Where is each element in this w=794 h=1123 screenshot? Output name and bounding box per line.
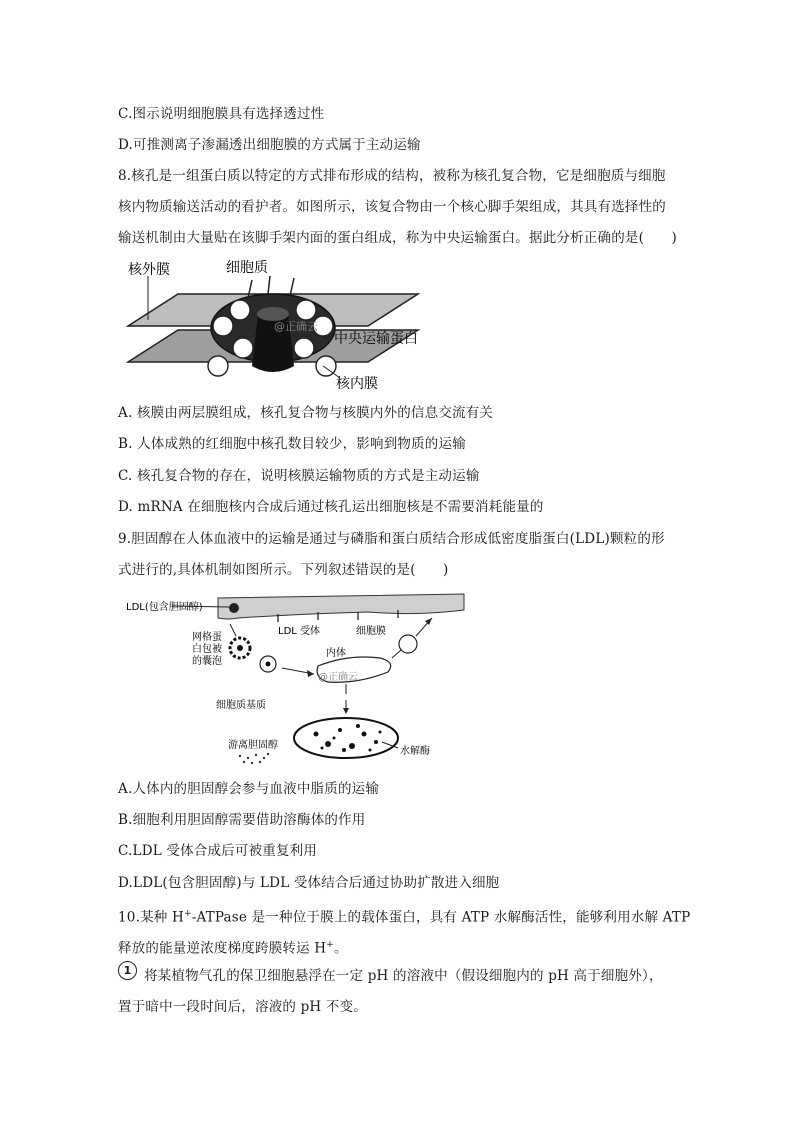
label-vesicle-3: 的囊泡	[192, 656, 222, 667]
nuclear-pore-diagram	[118, 254, 434, 394]
label-inner-membrane: 核内膜	[336, 376, 378, 392]
q9-stem-line-1: 9.胆固醇在人体血液中的运输是通过与磷脂和蛋白质结合形成低密度脂蛋白(LDL)颗粒的形	[118, 531, 665, 547]
q8-stem-line-1: 8.核孔是一组蛋白质以特定的方式排布形成的结构，被称为核孔复合物，它是细胞质与细胞	[118, 168, 666, 184]
q9-option-c: C.LDL 受体合成后可被重复利用	[118, 843, 318, 859]
q8-stem-line-2: 核内物质输送活动的看护者。如图所示，该复合物由一个核心脚手架组成，其具有选择性的	[118, 199, 666, 215]
label-vesicle-1: 网格蛋	[192, 632, 222, 643]
ldl-uptake-figure	[118, 588, 470, 768]
nuclear-pore-figure	[118, 254, 434, 394]
watermark-text: @正确云	[274, 320, 318, 333]
q10-stem-2-end: 。	[334, 940, 348, 957]
q9-stem-line-2: 式进行的,具体机制如图所示。下列叙述错误的是( )	[118, 562, 449, 578]
label-cytoplasmic-matrix: 细胞质基质	[216, 700, 266, 711]
label-cytoplasm: 细胞质	[226, 260, 268, 276]
q9-option-d: D.LDL(包含胆固醇)与 LDL 受体结合后通过协助扩散进入细胞	[118, 875, 500, 891]
q10-stem-2-prefix: 释放的能量逆浓度梯度跨膜转运 H	[118, 940, 327, 957]
q10-stem-line-2	[118, 935, 348, 959]
q10-superscript: +	[183, 909, 192, 919]
watermark-text: @正确云	[318, 672, 358, 683]
q8-stem-line-3: 输送机制由大量贴在该脚手架内面的蛋白组成，称为中央运输蛋白。据此分析正确的是( )	[118, 230, 677, 246]
label-central-transporter: 中央运输蛋白	[334, 331, 418, 347]
label-cell-membrane: 细胞膜	[356, 626, 386, 637]
q8-option-d: D. mRNA 在细胞核内合成后通过核孔运出细胞核是不需要消耗能量的	[118, 499, 544, 515]
label-vesicle-2: 白包被	[192, 644, 222, 655]
q7-option-d: D.可推测离子渗漏透出细胞膜的方式属于主动运输	[118, 137, 421, 153]
circled-number-1: 1	[118, 961, 137, 980]
q7-option-c: C.图示说明细胞膜具有选择透过性	[118, 106, 325, 122]
q10-superscript-2: +	[326, 940, 335, 950]
q8-option-b: B. 人体成熟的红细胞中核孔数目较少，影响到物质的运输	[118, 436, 466, 452]
label-outer-membrane: 核外膜	[128, 262, 170, 278]
q10-item1-line-1: 将某植物气孔的保卫细胞悬浮在一定 pH 的溶液中（假设细胞内的 pH 高于细胞外），	[144, 968, 663, 984]
q8-option-a: A. 核膜由两层膜组成，核孔复合物与核膜内外的信息交流有关	[118, 405, 494, 421]
q10-stem-prefix: 10.某种 H	[118, 909, 184, 926]
label-hydrolase: 水解酶	[400, 746, 430, 757]
q10-item1-line-2: 置于暗中一段时间后，溶液的 pH 不变。	[118, 999, 367, 1015]
ldl-uptake-diagram	[118, 588, 470, 768]
label-endosome: 内体	[326, 648, 346, 659]
label-free-cholesterol: 游离胆固醇	[228, 740, 278, 751]
q9-option-a: A.人体内的胆固醇会参与血液中脂质的运输	[118, 781, 380, 797]
q9-option-b: B.细胞利用胆固醇需要借助溶酶体的作用	[118, 812, 366, 828]
q8-option-c: C. 核孔复合物的存在，说明核膜运输物质的方式是主动运输	[118, 468, 480, 484]
label-ldl: LDL(包含胆固醇)	[126, 602, 203, 613]
label-ldl-receptor: LDL 受体	[278, 626, 321, 637]
q10-stem-line-1	[118, 904, 690, 928]
q10-stem-rest: -ATPase 是一种位于膜上的载体蛋白，具有 ATP 水解酶活性，能够利用水解 ATP	[191, 909, 691, 926]
